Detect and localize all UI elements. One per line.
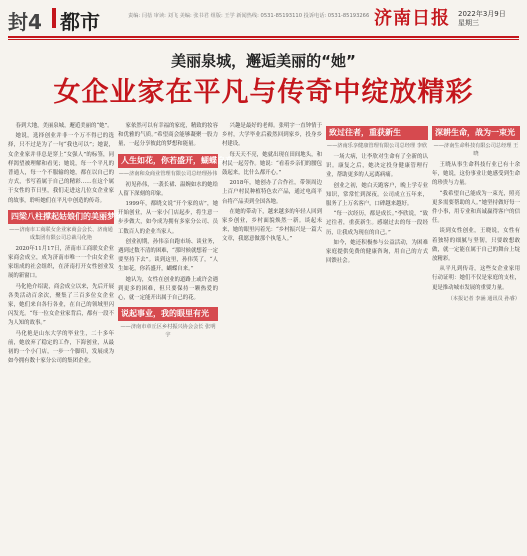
article-column-1 bbox=[8, 122, 123, 554]
article-paragraph: 每天天不亮，她就出现在田间地头，和村民一起劳作。她说：“看着乡亲们的腰包鼓起来，比什么都开心。” bbox=[222, 151, 322, 177]
article-intro: 春到大地，美丽泉城，邂逅美丽的“她”。 bbox=[15, 123, 113, 129]
article-kicker: 美丽泉城，邂逅美丽的“她” bbox=[171, 52, 356, 70]
article-paragraph: 一场大病，让李欣对生命有了全新的认识。康复之后，她决定投身健康管理行业，帮助更多的人远离病痛。 bbox=[326, 154, 428, 179]
masthead bbox=[0, 0, 527, 40]
article-paragraph: 2018年，她创办了合作社，带领周边上百户村民种植特色农产品，通过电商平台将产品卖到全国各地。 bbox=[222, 180, 322, 205]
article-paragraph: 兴趣是最好的老师。张明宇一直钟情于乡村，大学毕业后毅然回到家乡，投身乡村建设。 bbox=[222, 123, 322, 148]
section-name: 都市 bbox=[60, 10, 100, 34]
article-paragraph: 王晓从事生命科技行业已有十余年，她说，这份事业让她感受到生命的珍贵与力量。 bbox=[432, 162, 520, 187]
article-paragraph: 从平凡到传奇，这些女企业家用行动证明：她们不仅是家庭的支柱，更是推动城市发展的重要力量。 bbox=[432, 266, 520, 291]
article-paragraph: 她认为，女性在创业的道路上或许会遇到更多的困难，但只要保持一颗热爱的心，就一定能开出属于自己的花。 bbox=[118, 276, 218, 302]
subheading-caption: ——济南市工商联女企业家商会会长、济南通成集团有限公司总裁马化艳 bbox=[9, 226, 113, 241]
article-paragraph: 2020年11月17日，济南市工商联女企业家商会成立，成为济南市唯一一个由女企业家组成的社会组织，在济南打开女性创业发展的新窗口。 bbox=[8, 245, 114, 280]
masthead-rule bbox=[8, 36, 519, 38]
article-paragraph: 马化艳介绍说，商会成立以来，先后开展各类活动百余次，聚集了三百多位女企业家，她们来自各行各业，在自己的领域里闪闪发光。“每一位女企业家背后，都有一段不为人知的故事。” bbox=[8, 283, 114, 327]
subheading-bar: 致过往者，重获新生 bbox=[326, 126, 428, 140]
article-paragraph: “每一次经历，都是成长。”李欣说，“致过往者，重获新生。感谢过去的每一段经历，让我成为现在的自己。” bbox=[326, 211, 428, 236]
subheading-caption: ——济南和众商业管理有限公司总经理孙伟 bbox=[118, 170, 218, 177]
subheading-bar: 说起事业，我的眼里有光 bbox=[118, 307, 218, 321]
subheading-caption: ——济南乐享健康管理有限公司总经理 李欣 bbox=[326, 143, 428, 149]
article-column-4 bbox=[326, 122, 428, 554]
paper-logo: 济南日报 bbox=[374, 8, 450, 29]
article-paragraph: 她说，选择创业并非一个万不得已的选择，只不过是为了一句“我也可以”；她说，女企业家并非总是穿上“女强人”的标签，同样渴望被理解和看见；她说，每一个平凡的普通人，每一个不服输的她，都在以自己的方式，书写着属于自己的精彩……在这个属于女性的节日里，我们走进这几位女企业家的故事，聆听她们在平凡中创造的传奇。 bbox=[8, 133, 114, 204]
issue-weekday: 星期三 bbox=[458, 19, 479, 27]
subheading-caption: ——济南生命科技有限公司总经理 王晓 bbox=[433, 143, 519, 157]
section-divider bbox=[52, 8, 56, 28]
article-paragraph: 在她的带动下，越来越多的年轻人回到家乡创业，乡村面貌焕然一新。谈起未来，她的眼里闪着光：“乡村振兴是一篇大文章，我愿意做那个执笔人。” bbox=[222, 208, 322, 243]
article-byline: （本报记者 李涵 通讯员 孙睿） bbox=[447, 295, 520, 302]
article-paragraph: 家依然可以有幸福的家庭，精致的妆容和优雅的气质。”希望商会能够凝聚一股力量，一起分享彼此的梦想和能量。 bbox=[118, 123, 218, 148]
subheading-bar: 人生如花，你若盛开，蝴蝶自来 bbox=[118, 154, 218, 168]
subheading-caption: ——济南市章丘区乡村振兴协会会长 张明宇 bbox=[120, 324, 216, 339]
article-paragraph: 谈到女性创业，王晓说，女性有着独特的细腻与坚韧，只要敢想敢做，就一定能在属于自己的舞台上绽放精彩。 bbox=[432, 228, 520, 263]
article-paragraph: 马化艳是山东大学的毕业生，二十多年前，她放弃了稳定的工作，下海创业，从最初的一个小门店，一步一个脚印，发展成为如今拥有数十家分公司的集团企业。 bbox=[8, 330, 114, 365]
article-column-3 bbox=[222, 122, 322, 554]
article-paragraph: 如今，她还积极参与公益活动，为困难家庭提供免费的健康咨询，用自己的方式回馈社会。 bbox=[326, 239, 428, 265]
masthead-rule-thin bbox=[8, 39, 519, 40]
article-paragraph: 初见孙伟，一袭长裙、温婉如水的她给人留下深刻的印象。 bbox=[118, 181, 218, 197]
article-headline: 女企业家在平凡与传奇中绽放精彩 bbox=[53, 77, 474, 108]
article-paragraph: 创业初期，孙伟亲自跑市场、谈业务，遇到过数不清的困难，“那时候就想着一定要坚持下去”。谈到这里，孙伟笑了，“人生如花，你若盛开，蝴蝶自来。” bbox=[118, 238, 218, 273]
editor-credits: 责编: 闫蓓 审读: 刘飞 美编: 张书君 组版: 王学 新闻热线: 0531-85193110 投诉电话: 0531-85193266 bbox=[128, 13, 370, 19]
article-paragraph: “我希望自己能成为一束光，照亮更多需要帮助的人。”她坚持做好每一件小事，用专业和真诚赢得客户的信任。 bbox=[432, 190, 520, 225]
article-column-5 bbox=[432, 122, 520, 554]
article-paragraph: 创业之初，她白天跑客户，晚上学专业知识，常常忙到深夜。公司成立五年来，服务了上万名客户，口碑越来越好。 bbox=[326, 182, 428, 208]
subheading-bar: 深耕生命，战为一束光 bbox=[432, 126, 520, 140]
article-column-2 bbox=[118, 122, 233, 554]
article-paragraph: 1999年，都晓文说“开个家的店”，她开始创业，从一家小门店起步，将生意一步步做大，如今成为拥有多家分公司、员工数百人的企业当家人。 bbox=[118, 201, 218, 235]
section-number: 封4 bbox=[8, 10, 42, 34]
issue-date bbox=[458, 10, 506, 28]
subheading-bar: 四梁八柱撑起姑娘们的美丽梦想 bbox=[8, 210, 114, 224]
issue-date-line: 2022年3月9日 bbox=[458, 10, 506, 18]
